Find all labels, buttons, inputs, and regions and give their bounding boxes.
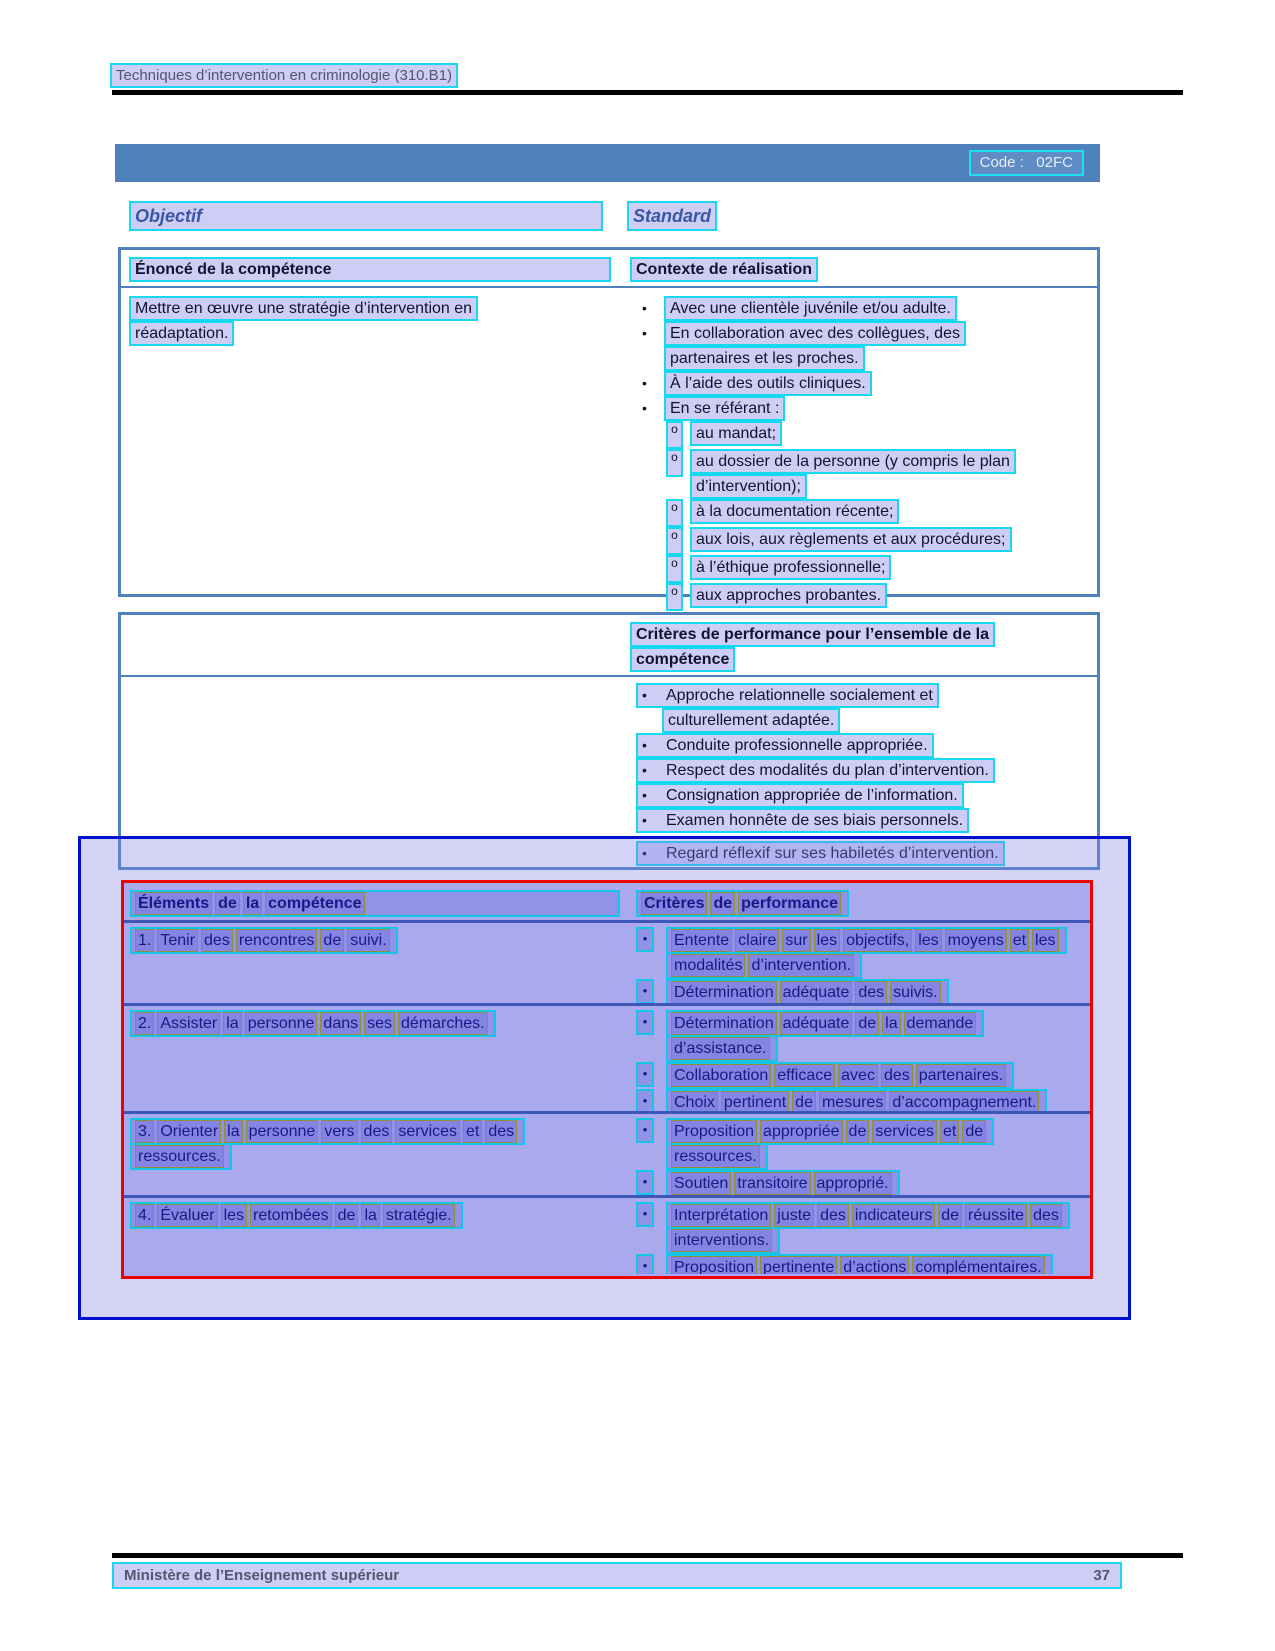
running-header — [110, 63, 458, 88]
text-line: aux approches probantes. — [690, 583, 887, 608]
word-box: compétence — [265, 892, 364, 915]
col-header — [130, 890, 620, 917]
table1-header-row — [121, 250, 1097, 288]
word-box: et — [940, 1120, 959, 1143]
word-box: de — [938, 1204, 962, 1227]
bullet-glyph: • — [642, 1258, 648, 1273]
table-row — [124, 1114, 1090, 1198]
word-box: approprié. — [814, 1172, 892, 1195]
sub-bullet-icon — [666, 499, 690, 527]
word-box: de — [846, 1120, 870, 1143]
table-row — [124, 1006, 1090, 1114]
text-line — [636, 783, 964, 808]
text-line: au mandat; — [690, 421, 782, 446]
word-box: transitoire — [734, 1172, 810, 1195]
word-box: modalités — [671, 954, 745, 977]
standard-heading — [627, 201, 717, 231]
word-box: mesures — [819, 1091, 886, 1114]
list-item — [642, 396, 1089, 421]
text-line: culturellement adaptée. — [662, 708, 840, 733]
col-header: compétence — [630, 647, 735, 672]
bullet-icon — [636, 1202, 654, 1227]
word-box: et — [1010, 929, 1029, 952]
text-line: au dossier de la personne (y compris le plan — [690, 449, 1016, 474]
text-line — [666, 1227, 780, 1254]
table-row — [124, 1198, 1090, 1274]
text-line — [130, 1118, 525, 1145]
text-line: En se référant : — [664, 396, 785, 421]
text-line — [666, 927, 1067, 954]
table1-header-cell-1 — [121, 257, 630, 286]
list-item — [666, 499, 1089, 527]
bullet-icon — [636, 1170, 654, 1195]
list-item — [636, 1089, 1090, 1114]
word-box: réussite — [965, 1204, 1027, 1227]
word-box: personne — [246, 1120, 319, 1143]
list-item — [666, 583, 1089, 611]
list-item — [636, 927, 1090, 977]
text-line: aux lois, aux règlements et aux procédures; — [690, 527, 1012, 552]
list-item — [642, 296, 1089, 321]
bullet-icon: • — [642, 845, 647, 861]
word-box: les — [1032, 929, 1058, 952]
text-line — [666, 1089, 1047, 1114]
word-box: ressources. — [135, 1145, 224, 1168]
sub-bullet-glyph: o — [666, 527, 683, 555]
word-box: de — [962, 1120, 986, 1143]
word-box: des — [817, 1204, 849, 1227]
element-cell — [124, 1118, 632, 1195]
text-line — [130, 1143, 232, 1170]
word-box: 2. — [135, 1012, 154, 1035]
bullet-glyph: • — [642, 1093, 648, 1108]
word-box: la — [243, 892, 262, 915]
text-line — [666, 1118, 994, 1145]
list-item — [666, 449, 1089, 499]
element-cell — [124, 1010, 632, 1111]
col-header: Contexte de réalisation — [630, 257, 818, 282]
text-line: d’intervention); — [690, 474, 807, 499]
word-box: de — [855, 1012, 879, 1035]
table3-header-row — [124, 883, 1090, 923]
bullet-icon — [636, 1089, 654, 1114]
bullet-icon — [636, 979, 654, 1004]
word-box: les — [915, 929, 941, 952]
list-item — [666, 555, 1089, 583]
word-box: Collaboration — [671, 1064, 771, 1087]
table1-header-cell-2 — [630, 257, 1097, 286]
table2-header-cell-1 — [121, 622, 630, 675]
line-text: Examen honnête de ses biais personnels. — [666, 812, 964, 829]
word-box: Détermination — [671, 981, 777, 1004]
list-item — [636, 1202, 1090, 1252]
bullet-icon: • — [642, 812, 647, 828]
list-item — [636, 1118, 1090, 1168]
bullet-icon: • — [642, 787, 647, 803]
word-box: claire — [735, 929, 779, 952]
table-enonce-contexte — [118, 247, 1100, 604]
footer-page-number: 37 — [1093, 1567, 1110, 1584]
sub-bullet-glyph: o — [666, 583, 683, 611]
sub-bullet-icon — [666, 555, 690, 583]
text-line — [130, 1010, 496, 1037]
word-box: indicateurs — [852, 1204, 935, 1227]
text-line: réadaptation. — [129, 321, 234, 346]
criteria-cell — [632, 1010, 1090, 1111]
bullet-icon: • — [642, 737, 647, 753]
text-line: En collaboration avec des collègues, des — [664, 321, 966, 346]
bullet-icon: • — [642, 400, 647, 416]
line-text: Regard réflexif sur ses habiletés d’intervention. — [666, 845, 999, 862]
bullet-icon: • — [642, 375, 647, 391]
sub-bullet-icon — [666, 527, 690, 555]
word-box: et — [463, 1120, 482, 1143]
word-box: interventions. — [671, 1229, 772, 1252]
text-line — [666, 1035, 778, 1062]
word-box: efficace — [774, 1064, 835, 1087]
col-header: Énoncé de la compétence — [129, 257, 611, 282]
bullet-icon — [636, 1062, 654, 1087]
word-box: Entente — [671, 929, 732, 952]
line-text: Consignation appropriée de l’information. — [666, 787, 958, 804]
list-item — [642, 371, 1089, 396]
word-box: rencontres — [236, 929, 318, 952]
word-box: Éléments — [135, 892, 212, 915]
table-elements-criteres — [121, 880, 1093, 1279]
list-item — [636, 1254, 1090, 1274]
sub-bullet-glyph: o — [666, 421, 683, 449]
word-box: ses — [364, 1012, 395, 1035]
word-box: sur — [782, 929, 810, 952]
sub-bullet-glyph: o — [666, 499, 683, 527]
text-line: partenaires et les proches. — [664, 346, 865, 371]
criteria-cell — [632, 1118, 1090, 1195]
bullet-glyph: • — [642, 1174, 648, 1189]
bullet-glyph: • — [642, 1014, 648, 1029]
criteria-cell — [632, 927, 1090, 1003]
criteria-cell — [632, 1202, 1090, 1274]
bullet-icon: • — [642, 762, 647, 778]
bullet-glyph: • — [642, 1122, 648, 1137]
text-line — [666, 1143, 768, 1170]
contexte-cell — [630, 288, 1097, 611]
bullet-icon — [636, 1118, 654, 1143]
word-box: de — [215, 892, 240, 915]
word-box: la — [223, 1012, 241, 1035]
text-line: À l’aide des outils cliniques. — [664, 371, 872, 396]
word-box: services — [872, 1120, 937, 1143]
word-box: des — [201, 929, 233, 952]
text-line — [666, 952, 862, 979]
sub-bullet-icon — [666, 421, 690, 449]
bullet-icon: • — [642, 300, 647, 316]
list-item — [636, 1170, 1090, 1195]
text-line — [666, 1062, 1014, 1089]
word-box: stratégie. — [383, 1204, 455, 1227]
text-line — [636, 758, 995, 783]
word-box: de — [320, 929, 344, 952]
text-line: à l’éthique professionnelle; — [690, 555, 891, 580]
bullet-icon — [636, 1010, 654, 1035]
word-box: demande — [904, 1012, 977, 1035]
text-line: Mettre en œuvre une stratégie d’intervention en — [129, 296, 478, 321]
word-box: les — [221, 1204, 247, 1227]
word-box: de — [710, 892, 735, 915]
word-box: ressources. — [671, 1145, 760, 1168]
enonce-cell — [121, 288, 630, 611]
text-line — [636, 808, 969, 833]
line-text: Conduite professionnelle appropriée. — [666, 737, 928, 754]
bullet-icon — [636, 927, 654, 952]
table-row — [124, 923, 1090, 1006]
text-line — [666, 1010, 984, 1037]
line-text: Approche relationnelle socialement et — [666, 687, 933, 704]
text-line: Avec une clientèle juvénile et/ou adulte. — [664, 296, 957, 321]
element-cell — [124, 927, 632, 1003]
word-box: avec — [838, 1064, 878, 1087]
footer-ministry-label: Ministère de l’Enseignement supérieur — [124, 1567, 400, 1584]
list-item — [636, 1062, 1090, 1087]
word-box: d’actions — [840, 1256, 909, 1274]
bullet-icon: • — [642, 687, 647, 703]
text-line — [130, 1202, 463, 1229]
code-banner — [115, 144, 1100, 182]
word-box: de — [335, 1204, 359, 1227]
sub-bullet-icon — [666, 449, 690, 499]
table2-header-row — [121, 615, 1097, 677]
word-box: suivis. — [890, 981, 940, 1004]
list-item — [666, 421, 1089, 449]
word-box: Détermination — [671, 1012, 777, 1035]
word-box: partenaires. — [916, 1064, 1007, 1087]
word-box: les — [814, 929, 840, 952]
bullet-icon — [636, 1254, 654, 1274]
footer-rule — [112, 1553, 1183, 1558]
sub-bullet-glyph: o — [666, 555, 683, 583]
bullet-glyph: • — [642, 1206, 648, 1221]
word-box: suivi. — [347, 929, 389, 952]
text-line — [666, 1170, 900, 1197]
word-box: 3. — [135, 1120, 154, 1143]
bullet-glyph: • — [642, 931, 648, 946]
col-header — [636, 890, 849, 917]
list-item — [666, 527, 1089, 555]
sub-bullet-glyph: o — [666, 449, 683, 477]
word-box: démarches. — [398, 1012, 488, 1035]
word-box: d’intervention. — [748, 954, 854, 977]
objectif-heading — [129, 201, 603, 231]
word-box: vers — [321, 1120, 357, 1143]
word-box: Proposition — [671, 1256, 757, 1274]
word-box: Orienter — [157, 1120, 221, 1143]
table1-body-row — [121, 288, 1097, 611]
word-box: des — [855, 981, 887, 1004]
bullet-icon: • — [642, 325, 647, 341]
word-box: performance — [738, 892, 841, 915]
word-box: d’accompagnement. — [889, 1091, 1039, 1114]
word-box: des — [881, 1064, 913, 1087]
bullet-glyph: • — [642, 983, 648, 998]
table3-header-cell-1 — [124, 890, 632, 920]
word-box: des — [485, 1120, 517, 1143]
word-box: Assister — [157, 1012, 220, 1035]
text-line — [636, 683, 939, 708]
table3-header-cell-2 — [632, 890, 1090, 920]
word-box: Interprétation — [671, 1204, 771, 1227]
word-box: complémentaires. — [912, 1256, 1044, 1274]
text-line — [130, 927, 398, 954]
word-box: retombées — [250, 1204, 332, 1227]
list-item — [636, 1010, 1090, 1060]
table2-header-cell-2 — [630, 622, 1097, 675]
objectif-label: Objectif — [129, 201, 603, 231]
footer-bar — [112, 1562, 1122, 1589]
word-box: la — [882, 1012, 900, 1035]
word-box: Tenir — [157, 929, 198, 952]
sub-bullet-icon — [666, 583, 690, 611]
text-line — [666, 1202, 1070, 1229]
word-box: 1. — [135, 929, 154, 952]
word-box: la — [361, 1204, 379, 1227]
word-box: adéquate — [780, 1012, 853, 1035]
word-box: objectifs, — [843, 929, 912, 952]
word-box: appropriée — [760, 1120, 843, 1143]
word-box: de — [792, 1091, 816, 1114]
word-box: Proposition — [671, 1120, 757, 1143]
word-box: d’assistance. — [671, 1037, 770, 1060]
element-cell — [124, 1202, 632, 1274]
word-box: des — [1030, 1204, 1062, 1227]
word-box: dans — [320, 1012, 361, 1035]
line-text: Respect des modalités du plan d’intervention. — [666, 762, 989, 779]
word-box: des — [361, 1120, 393, 1143]
header-rule — [112, 90, 1183, 95]
word-box: juste — [774, 1204, 814, 1227]
word-box: moyens — [945, 929, 1007, 952]
word-box: Évaluer — [157, 1204, 217, 1227]
text-line — [666, 1254, 1053, 1274]
col-header: Critères de performance pour l’ensemble de la — [630, 622, 995, 647]
word-box: 4. — [135, 1204, 154, 1227]
list-item — [636, 979, 1090, 1004]
bullet-glyph: • — [642, 1066, 648, 1081]
word-box: Soutien — [671, 1172, 731, 1195]
word-box: la — [224, 1120, 242, 1143]
text-line — [636, 733, 934, 758]
word-box: pertinente — [760, 1256, 837, 1274]
word-box: personne — [245, 1012, 318, 1035]
word-box: pertinent — [721, 1091, 789, 1114]
word-box: services — [395, 1120, 460, 1143]
text-line: à la documentation récente; — [690, 499, 899, 524]
word-box: adéquate — [780, 981, 853, 1004]
word-box: Critères — [641, 892, 707, 915]
page-title: Techniques d’intervention en criminologie (310.B1) — [110, 63, 458, 88]
table-criteres-ensemble — [118, 612, 1100, 870]
code-label: Code : 02FC — [969, 150, 1084, 176]
list-item — [642, 321, 1089, 371]
word-box: Choix — [671, 1091, 718, 1114]
standard-label: Standard — [627, 201, 717, 231]
text-line — [666, 979, 949, 1006]
